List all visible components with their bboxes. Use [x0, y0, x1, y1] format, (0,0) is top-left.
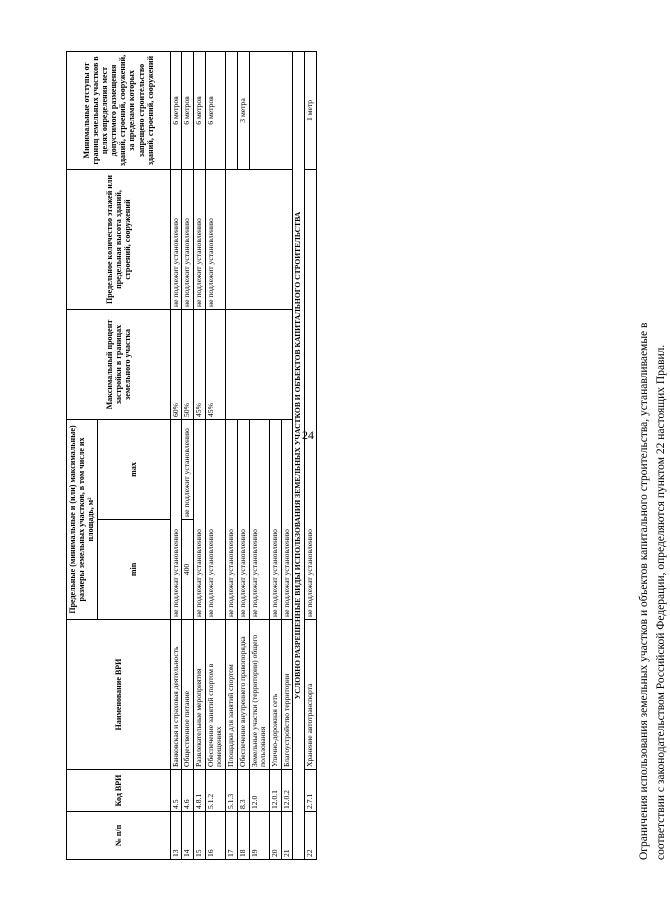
cell-floors: не подлежит установлению	[205, 170, 225, 310]
cell-setback: 1 метр	[305, 52, 317, 170]
cell-floors-merged	[226, 170, 293, 310]
table-row	[226, 52, 238, 860]
cell-max: не подлежит установлению	[182, 420, 194, 520]
cell-code: 12.0.1	[270, 770, 282, 812]
footer-line-2: соответствии с законодательством Российской Федерации, определяются пунктом 22 настоящих Правил.	[655, 344, 667, 860]
regulations-table	[66, 51, 317, 860]
cell-coverage-merged	[226, 310, 293, 420]
cell-code: 5.1.2	[205, 770, 225, 812]
cell-size: не подлежат установлению	[205, 420, 225, 620]
cell-code: 12.0	[249, 770, 269, 812]
cell-setback-merged	[249, 52, 293, 170]
cell-num: 17	[226, 812, 238, 860]
page-number: 24	[302, 428, 314, 442]
cell-setback	[226, 52, 238, 170]
header-row	[67, 52, 98, 860]
cell-code: 4.8.1	[194, 770, 206, 812]
cell-size: не подлежат установлению	[226, 420, 238, 620]
header-num: № п/п	[67, 812, 171, 860]
cell-code: 4.5	[170, 770, 182, 812]
cell-coverage: 60%	[170, 310, 182, 420]
cell-coverage: 50%	[182, 310, 194, 420]
header-setback: Минимальные отступы от границ земельных участков в целях определения мест допустимого размещения зданий, строений, сооружений, за пределами которых запрещено строительство зданий, строений, сооружений	[67, 52, 171, 170]
cell-coverage: 45%	[194, 310, 206, 420]
cell-num: 22	[305, 812, 317, 860]
cell-size: не подлежат установлению	[237, 420, 249, 620]
cell-setback: 6 метров	[205, 52, 225, 170]
header-min: min	[97, 520, 170, 620]
cell-name: Банковская и страховая деятельность	[170, 620, 182, 770]
cell-name: Площадки для занятий спортом	[226, 620, 238, 770]
header-floors: Предельное количество этажей или предельная высота зданий, строений, сооружений	[67, 170, 171, 310]
footer-line-1: Ограничения использования земельных участков и объектов капитального строительства, устанавливаемые в	[638, 322, 650, 860]
cell-floors: не подлежит установлению	[182, 170, 194, 310]
cell-num: 19	[249, 812, 269, 860]
table-row	[194, 52, 206, 860]
cell-size: не подлежат установлению	[281, 420, 293, 620]
cell-floors: не подлежит установлению	[194, 170, 206, 310]
cell-num: 15	[194, 812, 206, 860]
header-max: max	[97, 420, 170, 520]
cell-name: Обеспечение внутреннего правопорядка	[237, 620, 249, 770]
cell-name: Улично-дорожная сеть	[270, 620, 282, 770]
cell-floors: не подлежит установлению	[170, 170, 182, 310]
table-row	[170, 52, 182, 860]
cell-setback: 6 метров	[182, 52, 194, 170]
cell-size: не подлежат установлению	[249, 420, 269, 620]
cell-num: 20	[270, 812, 282, 860]
cell-code: 2.7.1	[305, 770, 317, 812]
cell-setback: 6 метров	[170, 52, 182, 170]
cell-name: Общественное питание	[182, 620, 194, 770]
table-row	[205, 52, 225, 860]
cell-size: не подлежат установлению	[170, 420, 182, 620]
cell-num: 16	[205, 812, 225, 860]
cell-size: не подлежат установлению	[194, 420, 206, 620]
rotated-content	[66, 52, 667, 860]
cell-setback: 3 метра	[237, 52, 249, 170]
cell-num: 18	[237, 812, 249, 860]
cell-name: Обеспечение занятий спортом в помещениях	[205, 620, 225, 770]
cell-code: 4.6	[182, 770, 194, 812]
footer-note	[636, 52, 670, 860]
cell-size: не подлежат установлению	[270, 420, 282, 620]
cell-size: не подлежат установлению	[305, 170, 317, 620]
cell-setback: 6 метров	[194, 52, 206, 170]
cell-code: 5.1.3	[226, 770, 238, 812]
table-row	[305, 52, 317, 860]
header-coverage: Максимальный процент застройки в границах земельного участка	[67, 310, 171, 420]
cell-name: Земельные участки (территории) общего пользования	[249, 620, 269, 770]
cell-num: 13	[170, 812, 182, 860]
cell-num: 21	[281, 812, 293, 860]
cell-name: Благоустройство территории	[281, 620, 293, 770]
section-heading-row	[293, 52, 305, 860]
cell-code: 8.3	[237, 770, 249, 812]
header-size: Предельные (минимальные и (или) максимальные) размеры земельных участков, в том числе их площадь, м²	[67, 420, 98, 620]
cell-coverage: 45%	[205, 310, 225, 420]
conditional-use-heading: УСЛОВНО РАЗРЕШЕННЫЕ ВИДЫ ИСПОЛЬЗОВАНИЯ ЗЕМЕЛЬНЫХ УЧАСТКОВ И ОБЪЕКТОВ КАПИТАЛЬНОГО СТРОИТЕЛЬСТВА	[293, 52, 305, 860]
cell-min: 400	[182, 520, 194, 620]
cell-code: 12.0.2	[281, 770, 293, 812]
cell-name: Хранение автотранспорта	[305, 620, 317, 770]
header-name: Наименование ВРИ	[67, 620, 171, 770]
header-code: Код ВРИ	[67, 770, 171, 812]
cell-name: Развлекательные мероприятия	[194, 620, 206, 770]
table-row	[182, 52, 194, 860]
cell-num: 14	[182, 812, 194, 860]
